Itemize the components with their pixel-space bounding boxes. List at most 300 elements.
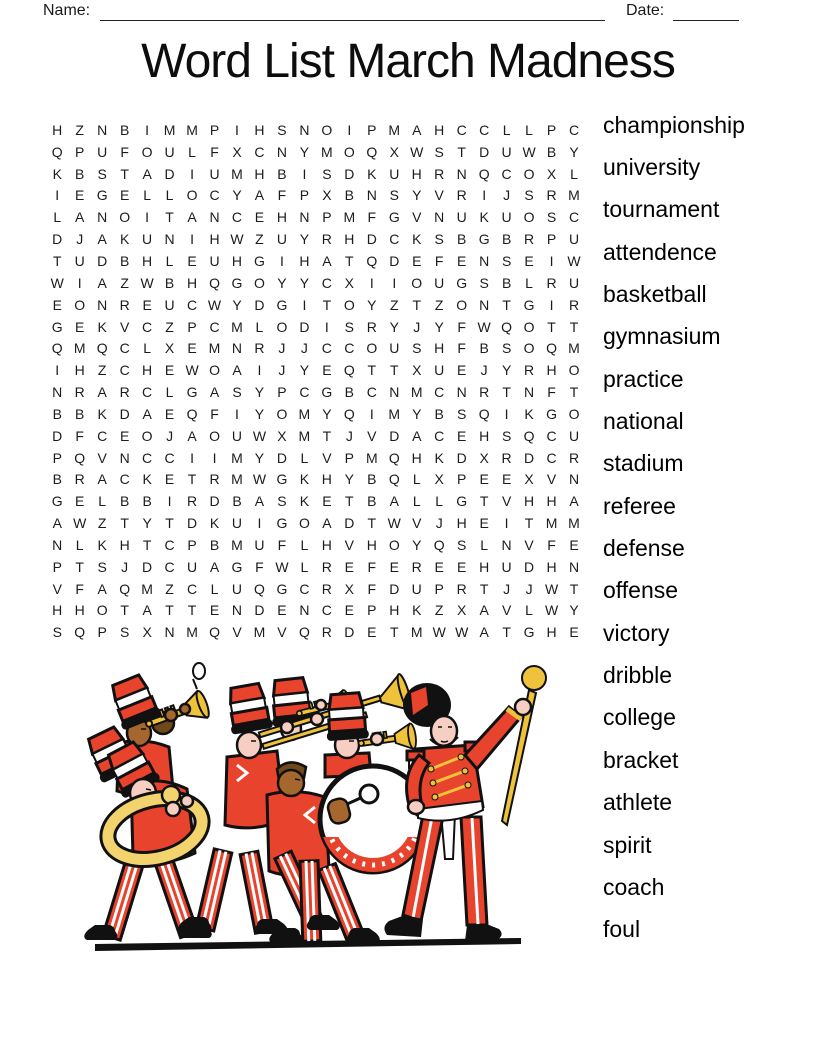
- grid-cell-r7c7: E: [187, 252, 197, 269]
- grid-cell-r13c14: B: [344, 384, 354, 401]
- grid-cell-r4c19: R: [456, 187, 467, 204]
- grid-cell-r5c1: L: [53, 209, 62, 226]
- grid-cell-r21c12: L: [300, 558, 309, 575]
- grid-cell-r2c11: N: [276, 143, 287, 160]
- grid-cell-r5c17: V: [412, 209, 422, 226]
- grid-cell-r22c13: R: [321, 580, 332, 597]
- word-list-item: bracket: [603, 746, 679, 773]
- grid-cell-r9c20: N: [479, 296, 490, 313]
- grid-cell-r20c18: Q: [433, 536, 445, 553]
- grid-cell-r6c15: D: [366, 231, 377, 248]
- grid-cell-r20c19: S: [457, 536, 467, 553]
- grid-cell-r17c8: R: [209, 471, 220, 488]
- grid-cell-r1c15: P: [367, 121, 377, 138]
- grid-cell-r8c6: B: [164, 274, 175, 291]
- word-list-item: victory: [603, 619, 670, 646]
- grid-cell-r3c1: K: [52, 165, 62, 182]
- grid-cell-r13c20: R: [479, 384, 490, 401]
- grid-cell-r17c11: G: [276, 471, 288, 488]
- grid-cell-r7c12: H: [299, 252, 310, 269]
- grid-cell-r23c21: V: [501, 602, 512, 619]
- grid-cell-r1c1: H: [52, 121, 63, 138]
- grid-cell-r20c6: C: [164, 536, 175, 553]
- grid-cell-r17c16: Q: [388, 471, 400, 488]
- grid-cell-r4c9: Y: [232, 187, 242, 204]
- grid-cell-r14c23: G: [546, 405, 557, 422]
- grid-cell-r12c18: U: [434, 362, 445, 379]
- grid-cell-r7c15: Q: [366, 252, 378, 269]
- grid-cell-r2c17: W: [410, 143, 424, 160]
- grid-cell-r22c6: Z: [165, 580, 174, 597]
- grid-cell-r23c9: N: [231, 602, 243, 619]
- grid-cell-r18c22: H: [524, 493, 535, 510]
- grid-cell-r16c13: V: [322, 449, 332, 466]
- grid-cell-r14c20: Q: [478, 405, 490, 422]
- grid-cell-r18c7: R: [186, 493, 198, 510]
- grid-cell-r10c19: F: [457, 318, 466, 335]
- grid-cell-r3c6: D: [164, 165, 175, 182]
- grid-cell-r13c8: A: [209, 384, 220, 401]
- date-blank-line[interactable]: [673, 2, 739, 21]
- grid-cell-r12c16: T: [389, 362, 399, 379]
- grid-cell-r16c8: I: [212, 449, 217, 466]
- grid-cell-r20c20: L: [480, 536, 489, 553]
- grid-cell-r20c15: H: [366, 536, 377, 553]
- name-blank-line[interactable]: [100, 2, 605, 21]
- grid-cell-r16c1: P: [52, 449, 62, 466]
- grid-cell-r13c16: N: [389, 384, 400, 401]
- grid-cell-r23c23: W: [544, 602, 559, 619]
- grid-cell-r16c3: V: [97, 449, 107, 466]
- grid-cell-r15c3: C: [97, 427, 108, 444]
- grid-cell-r4c13: X: [322, 187, 332, 204]
- grid-cell-r20c22: V: [524, 536, 534, 553]
- grid-cell-r9c5: E: [142, 296, 152, 313]
- grid-cell-r1c3: N: [97, 121, 108, 138]
- grid-cell-r14c21: I: [504, 405, 509, 422]
- grid-cell-r18c18: L: [435, 493, 444, 510]
- grid-cell-r10c4: V: [119, 318, 130, 335]
- grid-cell-r19c5: Y: [142, 515, 152, 532]
- grid-cell-r13c21: T: [502, 384, 511, 401]
- grid-cell-r8c20: S: [479, 274, 489, 291]
- grid-cell-r19c1: A: [52, 515, 62, 532]
- grid-cell-r22c10: Q: [254, 580, 265, 597]
- grid-cell-r21c18: E: [434, 558, 444, 575]
- grid-cell-r5c12: N: [299, 209, 310, 226]
- grid-cell-r4c20: I: [482, 187, 487, 204]
- grid-cell-r14c13: Y: [322, 405, 332, 422]
- grid-cell-r16c22: D: [524, 449, 535, 466]
- grid-cell-r15c11: X: [277, 427, 287, 444]
- grid-cell-r18c23: H: [546, 493, 557, 510]
- grid-cell-r20c11: F: [277, 536, 287, 553]
- grid-cell-r18c8: D: [209, 493, 220, 510]
- grid-cell-r21c13: R: [321, 558, 332, 575]
- grid-cell-r17c22: X: [524, 471, 534, 488]
- grid-cell-r17c24: N: [568, 471, 580, 488]
- grid-cell-r9c16: Z: [389, 296, 399, 313]
- grid-cell-r3c19: N: [456, 165, 467, 182]
- grid-cell-r21c23: H: [546, 558, 557, 575]
- grid-cell-r10c20: W: [477, 318, 491, 335]
- grid-cell-r14c14: Q: [343, 405, 355, 422]
- grid-cell-r18c12: K: [299, 493, 310, 510]
- grid-cell-r6c23: P: [546, 231, 557, 248]
- grid-cell-r9c2: O: [74, 296, 86, 313]
- grid-cell-r9c12: I: [302, 296, 307, 313]
- grid-cell-r21c5: D: [142, 558, 153, 575]
- grid-cell-r2c19: T: [457, 143, 466, 160]
- grid-cell-r8c13: C: [321, 274, 332, 291]
- grid-cell-r10c1: G: [51, 318, 63, 335]
- grid-cell-r16c17: H: [411, 449, 422, 466]
- grid-cell-r13c7: G: [186, 384, 198, 401]
- grid-cell-r5c23: S: [546, 209, 557, 226]
- grid-cell-r6c4: K: [119, 231, 130, 248]
- grid-cell-r22c17: U: [411, 580, 422, 597]
- grid-cell-r21c2: T: [75, 558, 84, 575]
- grid-cell-r17c3: A: [97, 471, 107, 488]
- drum-major: [384, 666, 546, 941]
- grid-cell-r10c21: Q: [501, 318, 513, 335]
- grid-cell-r23c15: P: [367, 602, 377, 619]
- grid-cell-r9c21: T: [502, 296, 511, 313]
- grid-cell-r18c1: G: [51, 493, 63, 510]
- grid-cell-r11c8: M: [208, 340, 221, 357]
- grid-cell-r13c2: R: [74, 384, 85, 401]
- grid-cell-r8c22: L: [525, 274, 533, 291]
- grid-cell-r2c14: O: [343, 143, 355, 160]
- grid-cell-r23c18: Z: [434, 602, 444, 619]
- grid-cell-r21c8: A: [209, 558, 220, 575]
- grid-cell-r13c11: P: [277, 384, 287, 401]
- grid-cell-r4c5: L: [143, 187, 151, 204]
- grid-cell-r19c6: T: [165, 515, 174, 532]
- grid-cell-r18c14: T: [345, 493, 354, 510]
- grid-cell-r19c18: J: [435, 515, 443, 532]
- grid-cell-r3c17: H: [411, 165, 422, 182]
- grid-cell-r16c10: Y: [254, 449, 265, 466]
- grid-cell-r24c19: W: [455, 624, 469, 641]
- grid-cell-r3c24: L: [570, 165, 578, 182]
- grid-cell-r14c16: M: [388, 405, 401, 422]
- grid-cell-r14c11: O: [276, 405, 288, 422]
- grid-cell-r21c15: F: [367, 558, 377, 575]
- grid-cell-r21c1: P: [52, 558, 62, 575]
- grid-cell-r24c9: V: [232, 624, 242, 641]
- word-list: [603, 104, 745, 951]
- grid-cell-r18c20: T: [479, 493, 489, 510]
- grid-cell-r5c3: N: [97, 209, 108, 226]
- grid-cell-r19c13: A: [322, 515, 332, 532]
- grid-cell-r7c18: F: [434, 252, 444, 269]
- grid-cell-r1c2: Z: [75, 121, 84, 138]
- grid-cell-r2c13: M: [321, 143, 333, 160]
- grid-cell-r9c15: Y: [367, 296, 377, 313]
- grid-cell-r1c22: L: [525, 121, 533, 138]
- grid-cell-r16c6: C: [164, 449, 175, 466]
- grid-cell-r3c16: U: [389, 165, 400, 182]
- grid-cell-r24c4: S: [119, 624, 130, 641]
- grid-cell-r4c23: R: [546, 187, 557, 204]
- grid-cell-r2c18: S: [434, 143, 444, 160]
- grid-cell-r21c11: W: [275, 558, 289, 575]
- grid-cell-r20c23: F: [547, 536, 556, 553]
- grid-cell-r14c8: F: [210, 405, 219, 422]
- grid-cell-r12c22: R: [524, 362, 535, 379]
- grid-cell-r4c11: F: [277, 187, 287, 204]
- word-list-item: athlete: [603, 789, 673, 816]
- grid-cell-r10c14: S: [344, 318, 354, 335]
- grid-cell-r12c10: I: [257, 362, 262, 379]
- grid-cell-r4c7: O: [186, 187, 198, 204]
- grid-cell-r4c18: V: [434, 187, 444, 204]
- grid-cell-r5c6: T: [165, 209, 174, 226]
- grid-cell-r14c1: B: [52, 405, 62, 422]
- grid-cell-r21c22: D: [524, 558, 535, 575]
- grid-cell-r11c24: M: [568, 340, 580, 357]
- grid-cell-r4c3: G: [96, 187, 108, 204]
- grid-cell-r23c14: E: [344, 602, 354, 619]
- grid-cell-r8c11: Y: [277, 274, 287, 291]
- grid-cell-r16c4: N: [119, 449, 130, 466]
- grid-cell-r2c5: O: [141, 143, 153, 160]
- grid-cell-r14c7: Q: [186, 405, 198, 422]
- grid-cell-r11c23: Q: [546, 340, 557, 357]
- grid-cell-r13c4: R: [119, 384, 130, 401]
- grid-cell-r1c19: C: [456, 121, 467, 138]
- grid-cell-r5c15: F: [367, 209, 377, 226]
- grid-cell-r4c24: M: [568, 187, 580, 204]
- grid-cell-r24c5: X: [142, 624, 152, 641]
- word-list-item: championship: [603, 111, 745, 138]
- grid-cell-r3c18: R: [434, 165, 445, 182]
- grid-cell-r16c18: K: [434, 449, 444, 466]
- grid-cell-r11c10: R: [254, 340, 265, 357]
- grid-cell-r23c3: O: [96, 602, 108, 619]
- grid-cell-r11c3: Q: [96, 340, 108, 357]
- grid-cell-r8c1: W: [50, 274, 64, 291]
- grid-cell-r2c9: X: [232, 143, 242, 160]
- grid-cell-r18c5: B: [142, 493, 152, 510]
- grid-cell-r5c21: U: [501, 209, 512, 226]
- grid-cell-r3c3: S: [97, 165, 107, 182]
- grid-cell-r23c22: L: [525, 602, 533, 619]
- grid-cell-r6c19: B: [457, 231, 467, 248]
- grid-cell-r19c3: Z: [97, 515, 107, 532]
- grid-cell-r14c3: K: [97, 405, 107, 422]
- grid-cell-r9c13: T: [322, 296, 332, 313]
- grid-cell-r5c16: G: [388, 209, 400, 226]
- grid-cell-r10c10: L: [255, 318, 264, 335]
- grid-cell-r7c6: L: [165, 252, 174, 269]
- grid-cell-r14c18: B: [434, 405, 444, 422]
- grid-cell-r9c18: Z: [434, 296, 444, 313]
- grid-cell-r3c23: X: [546, 165, 557, 182]
- grid-cell-r3c11: B: [277, 165, 287, 182]
- page-title: Word List March Madness: [141, 35, 675, 88]
- grid-cell-r14c5: A: [142, 405, 152, 422]
- grid-cell-r12c20: J: [480, 362, 488, 379]
- grid-cell-r13c22: N: [524, 384, 535, 401]
- grid-cell-r8c7: H: [186, 274, 198, 291]
- grid-cell-r15c24: U: [568, 427, 580, 444]
- grid-cell-r8c10: O: [254, 274, 265, 291]
- grid-cell-r8c12: Y: [299, 274, 310, 291]
- grid-cell-r21c3: S: [97, 558, 107, 575]
- grid-cell-r10c2: E: [75, 318, 85, 335]
- grid-cell-r1c7: M: [186, 121, 198, 138]
- grid-cell-r16c15: M: [365, 449, 378, 466]
- grid-cell-r21c17: R: [411, 558, 422, 575]
- grid-cell-r10c6: Z: [165, 318, 174, 335]
- date-label: Date:: [626, 2, 665, 19]
- grid-cell-r23c2: H: [74, 602, 85, 619]
- grid-cell-r23c11: E: [277, 602, 287, 619]
- grid-cell-r22c19: R: [456, 580, 467, 597]
- grid-cell-r19c11: G: [276, 515, 288, 532]
- grid-cell-r18c21: V: [501, 493, 512, 510]
- grid-cell-r16c12: L: [300, 449, 309, 466]
- grid-cell-r6c18: S: [434, 231, 444, 248]
- grid-cell-r2c4: F: [120, 143, 129, 160]
- grid-cell-r16c5: C: [142, 449, 153, 466]
- grid-cell-r8c21: B: [501, 274, 512, 291]
- grid-cell-r4c14: B: [344, 187, 354, 204]
- grid-cell-r7c22: E: [524, 252, 534, 269]
- grid-cell-r18c11: S: [277, 493, 287, 510]
- grid-cell-r11c7: E: [187, 340, 197, 357]
- grid-cell-r14c24: O: [568, 405, 580, 422]
- grid-cell-r15c14: J: [345, 427, 353, 444]
- grid-cell-r6c3: A: [97, 231, 107, 248]
- grid-cell-r8c9: G: [231, 274, 243, 291]
- grid-cell-r24c3: P: [97, 624, 107, 641]
- grid-cell-r16c14: P: [344, 449, 354, 466]
- word-list-item: gymnasium: [603, 323, 721, 350]
- grid-cell-r16c11: D: [276, 449, 287, 466]
- word-list-item: university: [603, 154, 701, 181]
- grid-cell-r1c17: A: [412, 121, 422, 138]
- grid-cell-r18c4: B: [119, 493, 130, 510]
- grid-cell-r12c7: W: [185, 362, 199, 379]
- grid-cell-r11c16: U: [389, 340, 400, 357]
- grid-cell-r17c17: L: [412, 471, 421, 488]
- word-list-item: spirit: [603, 831, 652, 858]
- grid-cell-r1c20: C: [479, 121, 490, 138]
- grid-cell-r24c15: E: [367, 624, 377, 641]
- grid-cell-r17c21: E: [501, 471, 512, 488]
- grid-cell-r19c15: T: [367, 515, 377, 532]
- grid-cell-r1c6: M: [163, 121, 176, 138]
- grid-cell-r10c11: O: [276, 318, 288, 335]
- grid-cell-r15c20: H: [479, 427, 490, 444]
- grid-cell-r3c10: H: [254, 165, 265, 182]
- grid-cell-r5c4: O: [119, 209, 131, 226]
- grid-cell-r8c16: I: [392, 274, 397, 291]
- grid-cell-r19c14: D: [344, 515, 355, 532]
- grid-cell-r16c19: D: [456, 449, 467, 466]
- grid-cell-r9c24: R: [568, 296, 580, 313]
- grid-cell-r11c19: F: [457, 340, 466, 357]
- grid-cell-r15c6: J: [166, 427, 174, 444]
- grid-cell-r1c10: H: [254, 121, 265, 138]
- grid-cell-r17c20: E: [479, 471, 489, 488]
- grid-cell-r19c2: W: [73, 515, 87, 532]
- grid-cell-r11c9: N: [231, 340, 243, 357]
- grid-cell-r10c5: C: [142, 318, 153, 335]
- grid-cell-r8c19: G: [456, 274, 468, 291]
- grid-cell-r17c12: K: [299, 471, 310, 488]
- grid-cell-r8c17: O: [411, 274, 423, 291]
- grid-cell-r7c1: T: [52, 252, 62, 269]
- grid-cell-r24c18: W: [432, 624, 446, 641]
- grid-cell-r2c22: W: [522, 143, 536, 160]
- grid-cell-r5c10: E: [254, 209, 265, 226]
- grid-cell-r3c5: A: [142, 165, 152, 182]
- grid-cell-r17c23: V: [546, 471, 557, 488]
- grid-cell-r9c9: Y: [232, 296, 242, 313]
- grid-cell-r18c3: L: [98, 493, 107, 510]
- grid-cell-r20c1: N: [52, 536, 63, 553]
- grid-cell-r11c21: S: [501, 340, 512, 357]
- grid-cell-r9c17: T: [412, 296, 422, 313]
- grid-cell-r24c22: G: [523, 624, 535, 641]
- grid-cell-r21c6: C: [164, 558, 175, 575]
- grid-cell-r18c24: A: [569, 493, 579, 510]
- word-list-item: dribble: [603, 662, 673, 689]
- grid-cell-r18c17: L: [412, 493, 421, 510]
- grid-cell-r21c19: E: [457, 558, 467, 575]
- grid-cell-r20c3: K: [97, 536, 107, 553]
- grid-cell-r21c14: E: [344, 558, 354, 575]
- grid-cell-r4c8: C: [209, 187, 220, 204]
- grid-cell-r1c5: I: [145, 121, 150, 138]
- grid-cell-r6c22: R: [524, 231, 535, 248]
- grid-cell-r6c9: W: [230, 231, 244, 248]
- grid-cell-r21c20: H: [479, 558, 490, 575]
- grid-cell-r13c17: M: [410, 384, 423, 401]
- grid-cell-r11c22: O: [523, 340, 535, 357]
- grid-cell-r8c5: W: [140, 274, 154, 291]
- grid-cell-r16c16: Q: [388, 449, 400, 466]
- grid-cell-r22c20: T: [479, 580, 489, 597]
- grid-cell-r9c7: C: [186, 296, 198, 313]
- grid-cell-r4c22: S: [524, 187, 534, 204]
- grid-cell-r23c20: A: [479, 602, 489, 619]
- word-list-item: defense: [603, 535, 685, 562]
- grid-cell-r5c13: P: [322, 209, 332, 226]
- grid-cell-r17c19: P: [457, 471, 467, 488]
- grid-cell-r14c12: M: [298, 405, 311, 422]
- grid-cell-r15c7: A: [187, 427, 197, 444]
- grid-cell-r15c16: D: [389, 427, 400, 444]
- grid-cell-r9c23: I: [549, 296, 554, 313]
- name-label: Name:: [43, 2, 91, 19]
- grid-cell-r19c8: K: [209, 515, 220, 532]
- grid-cell-r3c22: O: [523, 165, 535, 182]
- grid-cell-r11c12: J: [300, 340, 308, 357]
- word-list-item: national: [603, 408, 684, 435]
- word-list-item: basketball: [603, 281, 707, 308]
- grid-cell-r17c2: R: [74, 471, 85, 488]
- grid-cell-r12c8: O: [209, 362, 220, 379]
- grid-cell-r12c9: A: [232, 362, 242, 379]
- grid-cell-r24c12: Q: [298, 624, 310, 641]
- grid-cell-r1c13: O: [321, 121, 333, 138]
- grid-cell-r6c14: H: [344, 231, 355, 248]
